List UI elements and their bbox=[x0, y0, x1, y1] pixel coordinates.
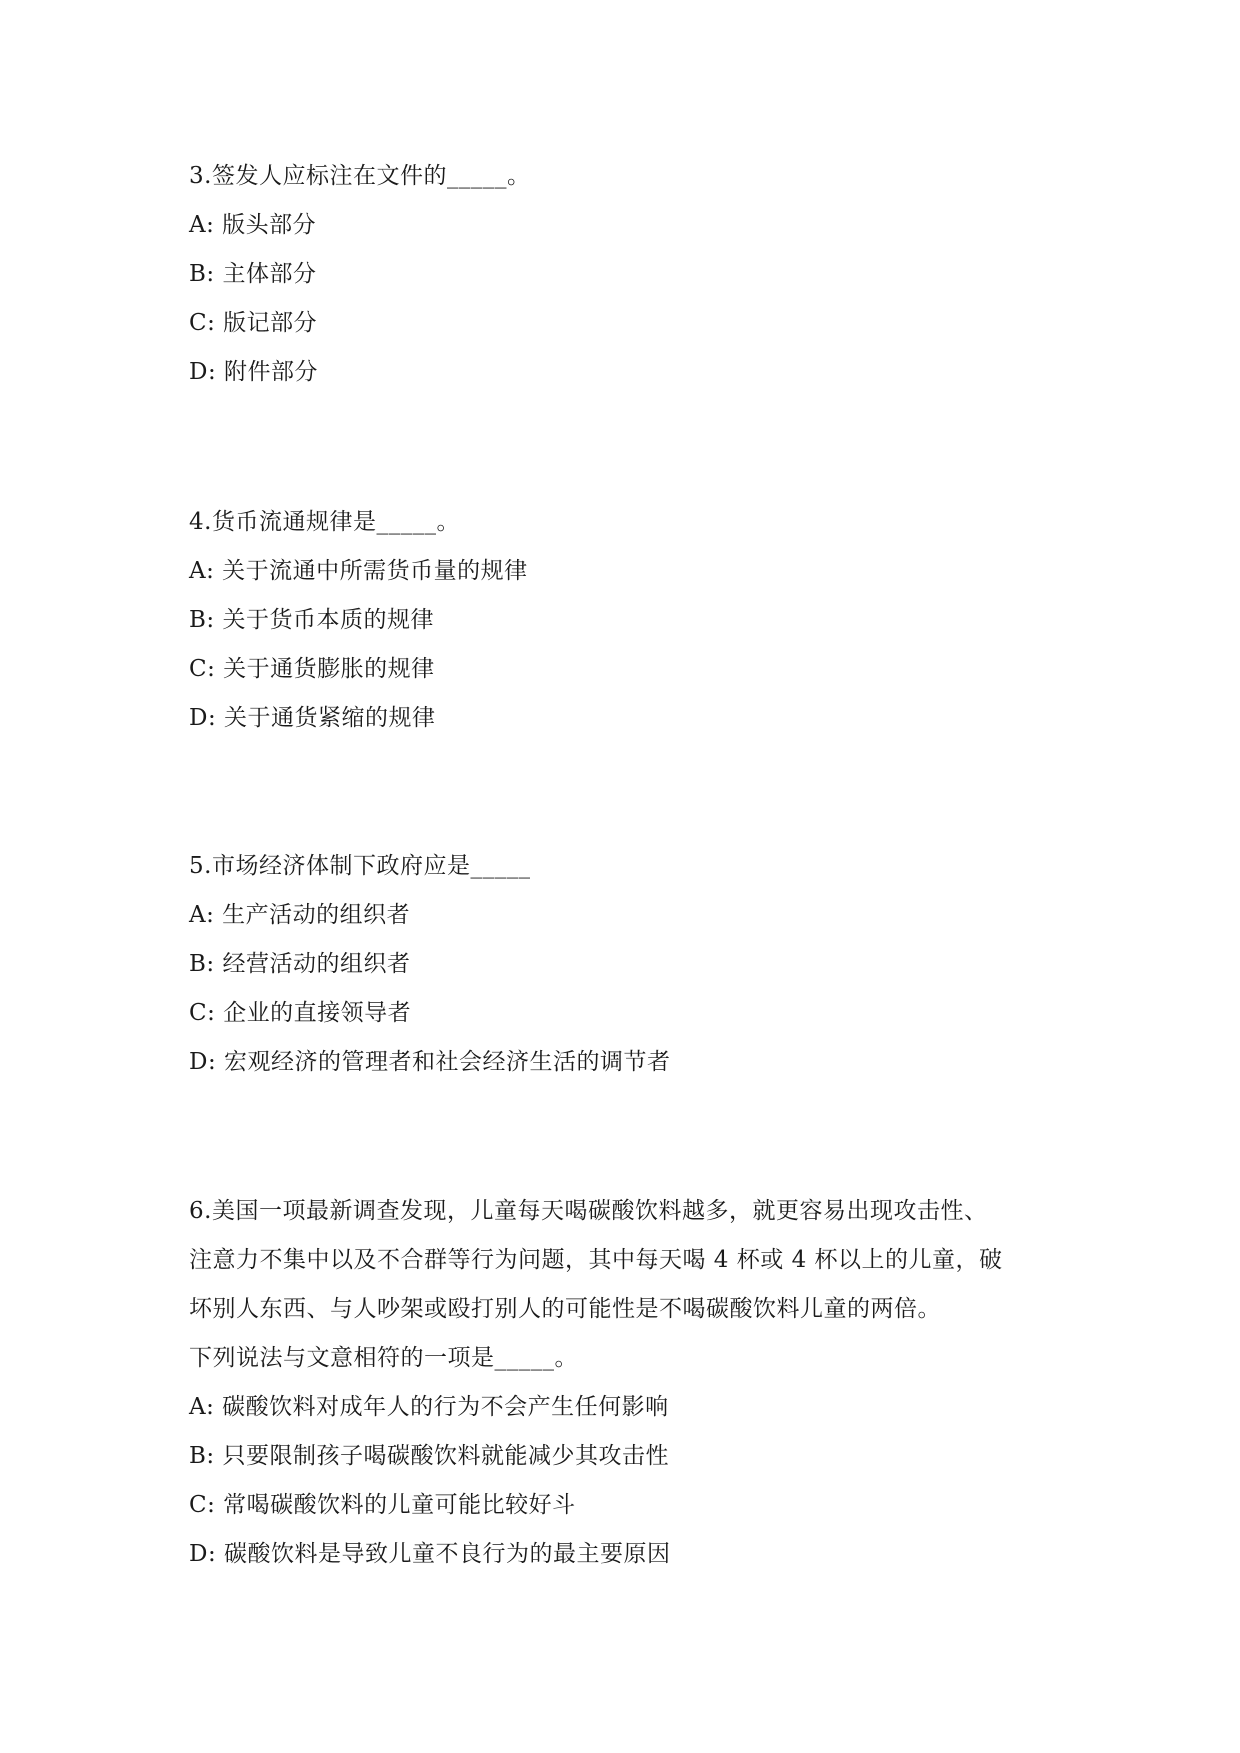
option-d: D: 关于通货紧缩的规律 bbox=[189, 705, 436, 731]
option-b: B: 只要限制孩子喝碳酸饮料就能减少其攻击性 bbox=[189, 1443, 669, 1469]
option-a: A: 关于流通中所需货币量的规律 bbox=[189, 558, 528, 584]
option-c: C: 关于通货膨胀的规律 bbox=[189, 656, 435, 682]
option-b: B: 主体部分 bbox=[189, 261, 317, 287]
question-stem: 4.货币流通规律是_____。 bbox=[189, 509, 460, 535]
option-d: D: 附件部分 bbox=[189, 359, 319, 385]
option-c: C: 企业的直接领导者 bbox=[189, 1000, 412, 1026]
question-stem: 5.市场经济体制下政府应是_____ bbox=[189, 853, 531, 879]
option-a: A: 碳酸饮料对成年人的行为不会产生任何影响 bbox=[189, 1394, 669, 1420]
question-stem-line-3: 坏别人东西、与人吵架或殴打别人的可能性是不喝碳酸饮料儿童的两倍。 bbox=[189, 1296, 941, 1322]
question-stem: 3.签发人应标注在文件的_____。 bbox=[189, 163, 531, 189]
question-5 bbox=[189, 842, 1069, 1087]
option-a: A: 版头部分 bbox=[189, 212, 317, 238]
question-stem-line-1: 6.美国一项最新调查发现，儿童每天喝碳酸饮料越多，就更容易出现攻击性、 bbox=[189, 1198, 988, 1224]
question-4 bbox=[189, 498, 1069, 743]
question-6 bbox=[189, 1187, 1069, 1579]
option-b: B: 经营活动的组织者 bbox=[189, 951, 411, 977]
option-c: C: 常喝碳酸饮料的儿童可能比较好斗 bbox=[189, 1492, 576, 1518]
option-b: B: 关于货币本质的规律 bbox=[189, 607, 434, 633]
question-prompt: 下列说法与文意相符的一项是_____。 bbox=[189, 1345, 578, 1371]
question-stem-line-2: 注意力不集中以及不合群等行为问题，其中每天喝 4 杯或 4 杯以上的儿童，破 bbox=[189, 1247, 1003, 1273]
question-3 bbox=[189, 152, 1069, 397]
option-d: D: 碳酸饮料是导致儿童不良行为的最主要原因 bbox=[189, 1541, 671, 1567]
option-d: D: 宏观经济的管理者和社会经济生活的调节者 bbox=[189, 1049, 671, 1075]
option-a: A: 生产活动的组织者 bbox=[189, 902, 411, 928]
option-c: C: 版记部分 bbox=[189, 310, 318, 336]
